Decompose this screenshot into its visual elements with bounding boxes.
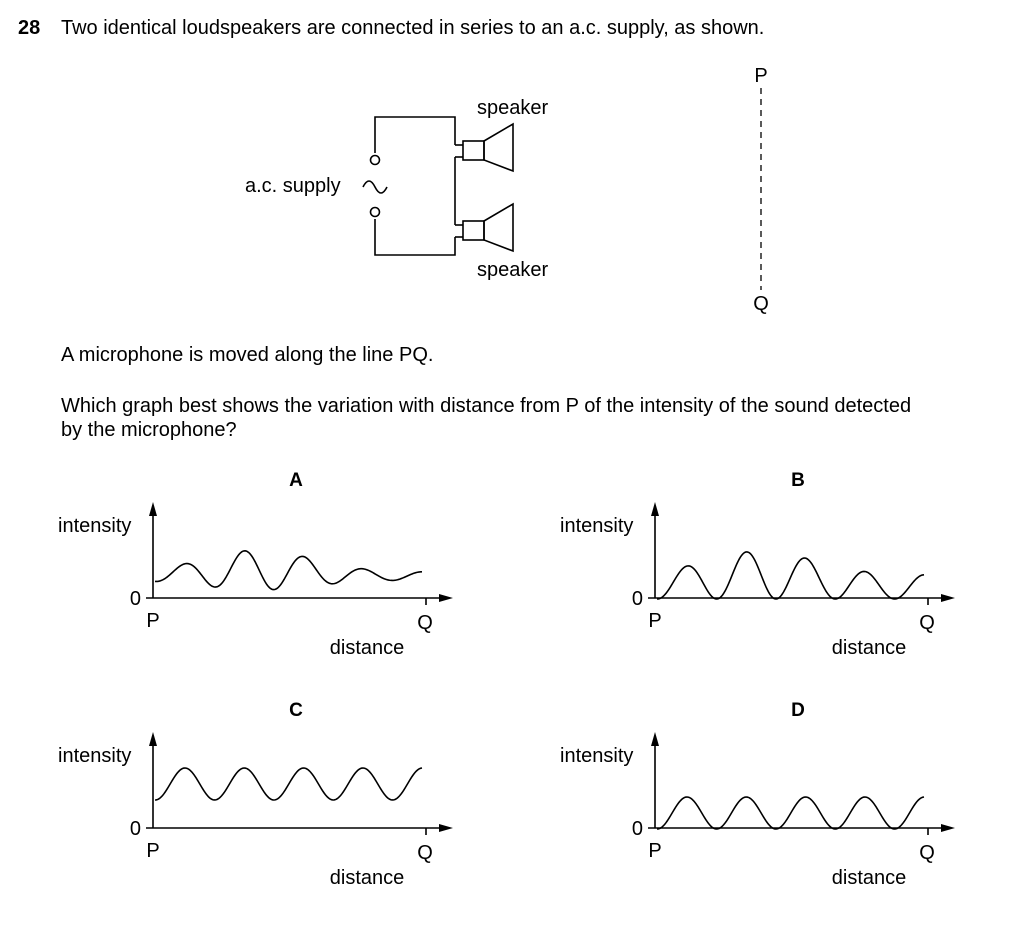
x-axis-label: distance xyxy=(329,637,405,659)
wire-bottom xyxy=(375,219,455,255)
x-axis-arrow-icon xyxy=(439,824,453,832)
speaker-top-icon xyxy=(463,141,484,160)
question-para1: A microphone is moved along the line PQ. xyxy=(61,344,434,366)
x-axis-arrow-icon xyxy=(439,594,453,602)
q-label: Q xyxy=(417,612,433,634)
point-q-label: Q xyxy=(753,293,769,315)
graph-b[interactable] xyxy=(542,462,982,662)
y-axis-arrow-icon xyxy=(651,732,659,746)
x-axis-arrow-icon xyxy=(941,824,955,832)
question-para2-line2: by the microphone? xyxy=(61,419,237,441)
terminal-top xyxy=(371,156,380,165)
y-axis-arrow-icon xyxy=(651,502,659,516)
y-axis-label: intensity xyxy=(560,515,634,537)
p-label: P xyxy=(648,610,662,632)
intensity-curve-c xyxy=(155,768,422,800)
intensity-curve-a xyxy=(155,551,422,590)
p-label: P xyxy=(146,610,160,632)
intensity-curve-b xyxy=(657,552,924,599)
q-label: Q xyxy=(919,612,935,634)
question-number: 28 xyxy=(18,17,41,39)
graph-letter-b: B xyxy=(791,470,805,491)
graph-letter-c: C xyxy=(289,700,303,721)
p-label: P xyxy=(648,840,662,862)
graph-c[interactable] xyxy=(40,692,480,892)
graph-letter-a: A xyxy=(289,470,303,491)
question-para2-line1: Which graph best shows the variation with distance from P of the intensity of the sound detected xyxy=(61,395,912,417)
x-axis-label: distance xyxy=(831,867,907,889)
x-axis-arrow-icon xyxy=(941,594,955,602)
origin-label: 0 xyxy=(631,818,643,840)
supply-label: a.c. supply xyxy=(245,175,341,197)
origin-label: 0 xyxy=(129,588,141,610)
p-label: P xyxy=(146,840,160,862)
terminal-bottom xyxy=(371,208,380,217)
graph-letter-d: D xyxy=(791,700,805,721)
speaker-bottom-label: speaker xyxy=(477,259,549,281)
y-axis-label: intensity xyxy=(560,745,634,767)
point-p-label: P xyxy=(754,65,768,87)
q-label: Q xyxy=(417,842,433,864)
question-stem: Two identical loudspeakers are connected in series to an a.c. supply, as shown. xyxy=(61,17,765,39)
origin-label: 0 xyxy=(631,588,643,610)
x-axis-label: distance xyxy=(329,867,405,889)
speaker-top-label: speaker xyxy=(477,97,549,119)
speaker-bottom-icon xyxy=(463,221,484,240)
y-axis-label: intensity xyxy=(58,515,132,537)
x-axis-label: distance xyxy=(831,637,907,659)
ac-symbol-icon xyxy=(363,181,387,193)
graph-d[interactable] xyxy=(542,692,982,892)
y-axis-arrow-icon xyxy=(149,502,157,516)
circuit-diagram xyxy=(0,0,1024,330)
q-label: Q xyxy=(919,842,935,864)
intensity-curve-d xyxy=(657,797,924,829)
wire-top xyxy=(375,117,455,153)
y-axis-arrow-icon xyxy=(149,732,157,746)
graph-a[interactable] xyxy=(40,462,480,662)
origin-label: 0 xyxy=(129,818,141,840)
y-axis-label: intensity xyxy=(58,745,132,767)
